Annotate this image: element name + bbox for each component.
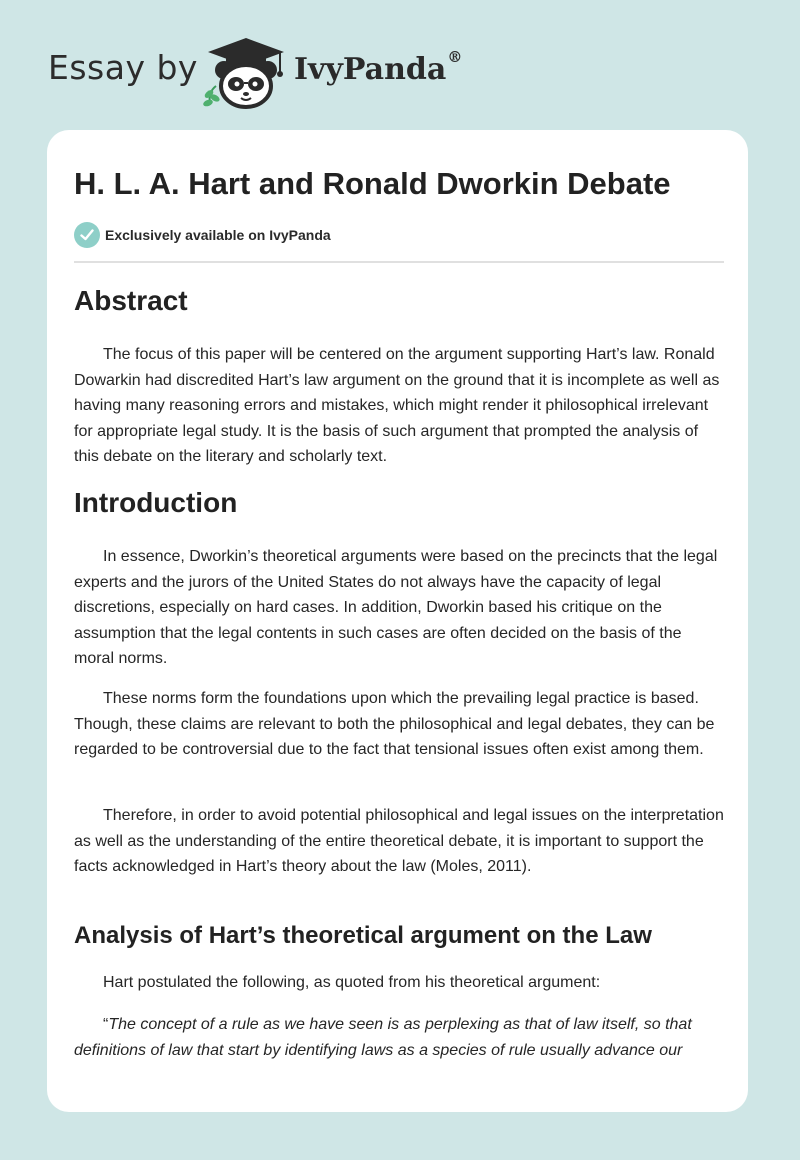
introduction-paragraph-2-block: [74, 686, 724, 763]
analysis-heading: Analysis of Hart’s theoretical argument on the Law: [74, 922, 652, 949]
introduction-section: [74, 487, 724, 519]
registered-mark: ®: [447, 48, 463, 66]
introduction-paragraph-3-block: [74, 803, 724, 880]
brand-name-text: IvyPanda: [294, 52, 447, 87]
introduction-heading: Introduction: [74, 487, 238, 518]
brand-name[interactable]: [294, 48, 463, 87]
page-title: H. L. A. Hart and Ronald Dworkin Debate: [74, 166, 671, 201]
analysis-quote: [74, 1012, 724, 1063]
essay-card: [47, 130, 748, 1112]
introduction-paragraph-1-block: [74, 544, 724, 672]
panda-logo-icon[interactable]: [200, 34, 292, 110]
analysis-quote-block: [74, 1012, 724, 1063]
abstract-body: [74, 342, 724, 470]
introduction-paragraph-2: These norms form the foundations upon which the prevailing legal practice is based. Though, these claims are relevant to both the philosophical and legal debates, they can be regarded to be controversial due to the fact that tensional issues often exist among them.: [74, 690, 715, 758]
analysis-section: [74, 922, 724, 950]
analysis-intro: Hart postulated the following, as quoted from his theoretical argument:: [103, 974, 601, 991]
badge-text: Exclusively available on IvyPanda: [105, 227, 331, 243]
site-header: [48, 30, 508, 110]
quote-open-mark: “: [103, 1016, 109, 1033]
exclusive-badge: [74, 222, 331, 248]
abstract-paragraph: The focus of this paper will be centered on the argument supporting Hart’s law. Ronald Dowarkin had discredited Hart’s law argument on the ground that it is incomplete as well as having many reasoning errors and mistakes, which might render it philosophical irrelevant for appropriate legal study. It is the basis of such argument that prompted the analysis of this debate on the literary and scholarly text.: [74, 346, 720, 465]
title-divider: [74, 261, 724, 263]
brand-prefix: Essay by: [48, 48, 198, 87]
introduction-paragraph-3: Therefore, in order to avoid potential philosophical and legal issues on the interpretation as well as the understanding of the entire theoretical debate, it is important to support the facts acknowledged in Hart’s theory about the law (Moles, 2011).: [74, 807, 724, 875]
analysis-intro-block: [74, 970, 724, 996]
abstract-section: [74, 285, 724, 317]
introduction-paragraph-1: In essence, Dworkin’s theoretical arguments were based on the precincts that the legal experts and the jurors of the United States do not always have the capacity of legal discretions, especially on hard cases. In addition, Dworkin based his critique on the assumption that the legal contents in such cases are often decided on the basis of the moral norms.: [74, 548, 718, 667]
check-icon: [74, 222, 100, 248]
quote-text: The concept of a rule as we have seen is as perplexing as that of law itself, so that definitions of law that start by identifying laws as a species of rule usually advance our: [74, 1016, 692, 1059]
abstract-heading: Abstract: [74, 285, 188, 316]
